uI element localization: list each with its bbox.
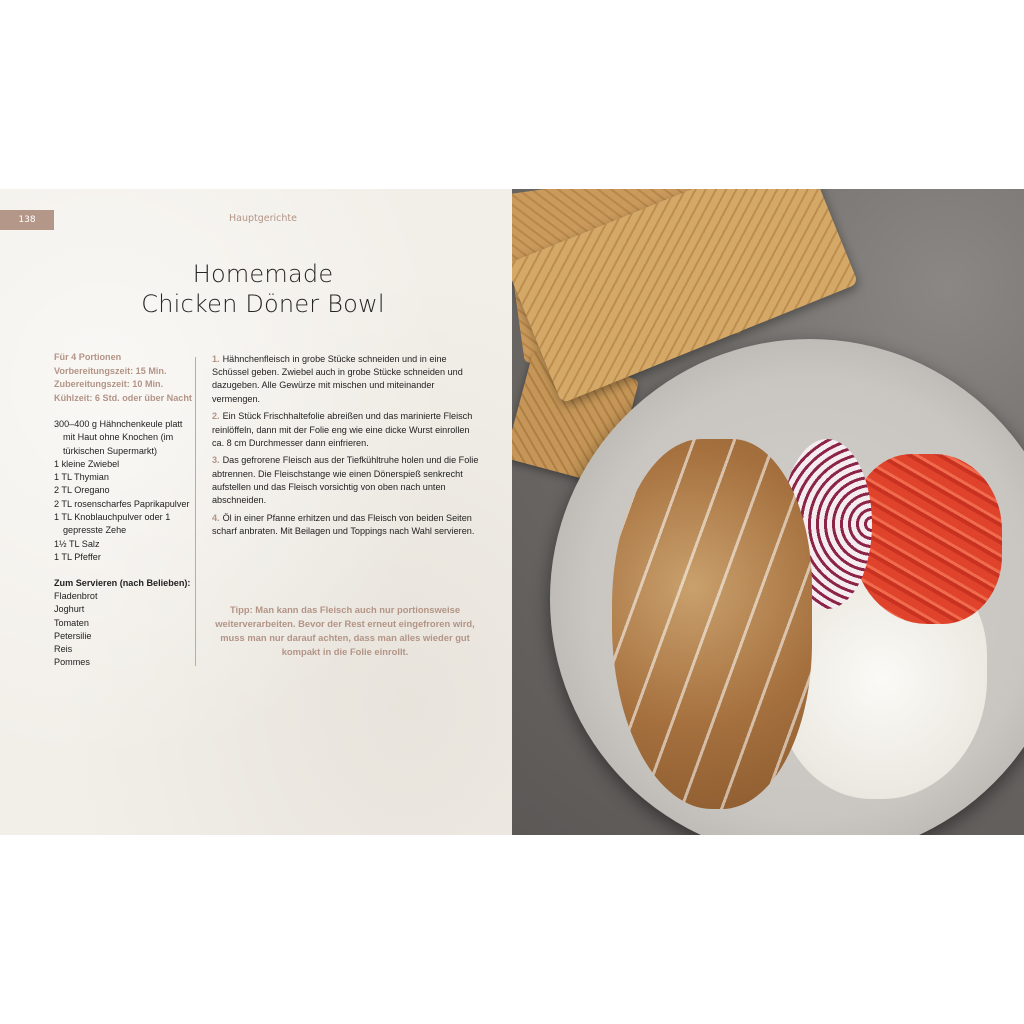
instruction-steps	[212, 353, 480, 543]
step-number: 4.	[212, 512, 220, 523]
recipe-title-line-1: Homemade	[192, 260, 334, 288]
step-text: Hähnchenfleisch in grobe Stücke schneiden und in eine Schüssel geben. Zwiebel auch in grobe Stücke schneiden und dazugeben. Alle Gewürze mit mischen und miteinander vermengen.	[212, 354, 463, 404]
ingredient-item: 2 TL Oregano	[54, 485, 110, 496]
serving-item: Tomaten	[54, 617, 89, 628]
servings: Für 4 Portionen	[54, 352, 122, 362]
serving-item: Reis	[54, 644, 73, 655]
step-3	[212, 454, 480, 507]
recipe-title-line-2: Chicken Döner Bowl	[141, 290, 385, 318]
book-spread	[0, 189, 1024, 835]
recipe-meta	[54, 351, 204, 406]
chill-time: Kühlzeit: 6 Std. oder über Nacht	[54, 393, 192, 404]
recipe-title	[90, 259, 436, 319]
step-4	[212, 512, 480, 538]
doner-chicken	[612, 439, 812, 809]
diced-tomatoes	[852, 454, 1002, 624]
food-photo	[512, 189, 1024, 835]
prep-time: Vorbereitungszeit: 15 Min.	[54, 365, 167, 376]
step-text: Ein Stück Frischhaltefolie abreißen und das marinierte Fleisch reinlöffeln, dann mit der Folie eng wie eine dicke Wurst einrollen ca. 8 cm Durchmesser dann einfrieren.	[212, 411, 473, 448]
column-divider	[195, 357, 196, 666]
step-2	[212, 410, 480, 450]
step-text: Das gefrorene Fleisch aus der Tiefkühltruhe holen und die Folie abtrennen. Die Fleischstange wie einen Dönerspieß senkrecht aufstellen und das Fleisch vorsichtig von oben nach unten abschneiden.	[212, 455, 479, 506]
ingredient-item: 1 TL Thymian	[54, 472, 109, 483]
serving-item: Petersilie	[54, 630, 92, 641]
ingredient-item: 300–400 g Hähnchenkeule platt mit Haut ohne Knochen (im türkischen Supermarkt)	[54, 419, 183, 456]
serving-heading: Zum Servieren (nach Belieben):	[54, 578, 191, 588]
ingredient-item: 1 TL Pfeffer	[54, 551, 101, 562]
page-number: 138	[0, 210, 54, 230]
serving-list	[54, 590, 194, 670]
step-text: Öl in einer Pfanne erhitzen und das Fleisch von beiden Seiten scharf anbraten. Mit Beilagen und Toppings nach Wahl servieren.	[212, 512, 475, 536]
step-number: 3.	[212, 455, 220, 466]
recipe-page	[0, 189, 512, 835]
serving-item: Joghurt	[54, 604, 85, 615]
ingredient-list	[54, 418, 194, 564]
serving-item: Fladenbrot	[54, 591, 98, 601]
step-1	[212, 353, 480, 406]
ingredient-item: 1 kleine Zwiebel	[54, 458, 120, 469]
cook-time: Zubereitungszeit: 10 Min.	[54, 379, 164, 390]
ingredient-item: 2 TL rosenscharfes Paprikapulver	[54, 498, 190, 509]
section-header: Hauptgerichte	[229, 213, 297, 224]
step-number: 2.	[212, 411, 220, 422]
serving-item: Pommes	[54, 657, 90, 668]
ingredient-item: 1½ TL Salz	[54, 538, 100, 549]
ingredient-item: 1 TL Knoblauchpulver oder 1 gepresste Zehe	[54, 512, 171, 536]
step-number: 1.	[212, 354, 220, 364]
recipe-tip: Tipp: Man kann das Fleisch auch nur portionsweise weiterverarbeiten. Bevor der Rest erneut eingefroren wird, muss man nur darauf achten, dass man alles wieder gut kompakt in die Folie einrollt.	[215, 604, 475, 657]
